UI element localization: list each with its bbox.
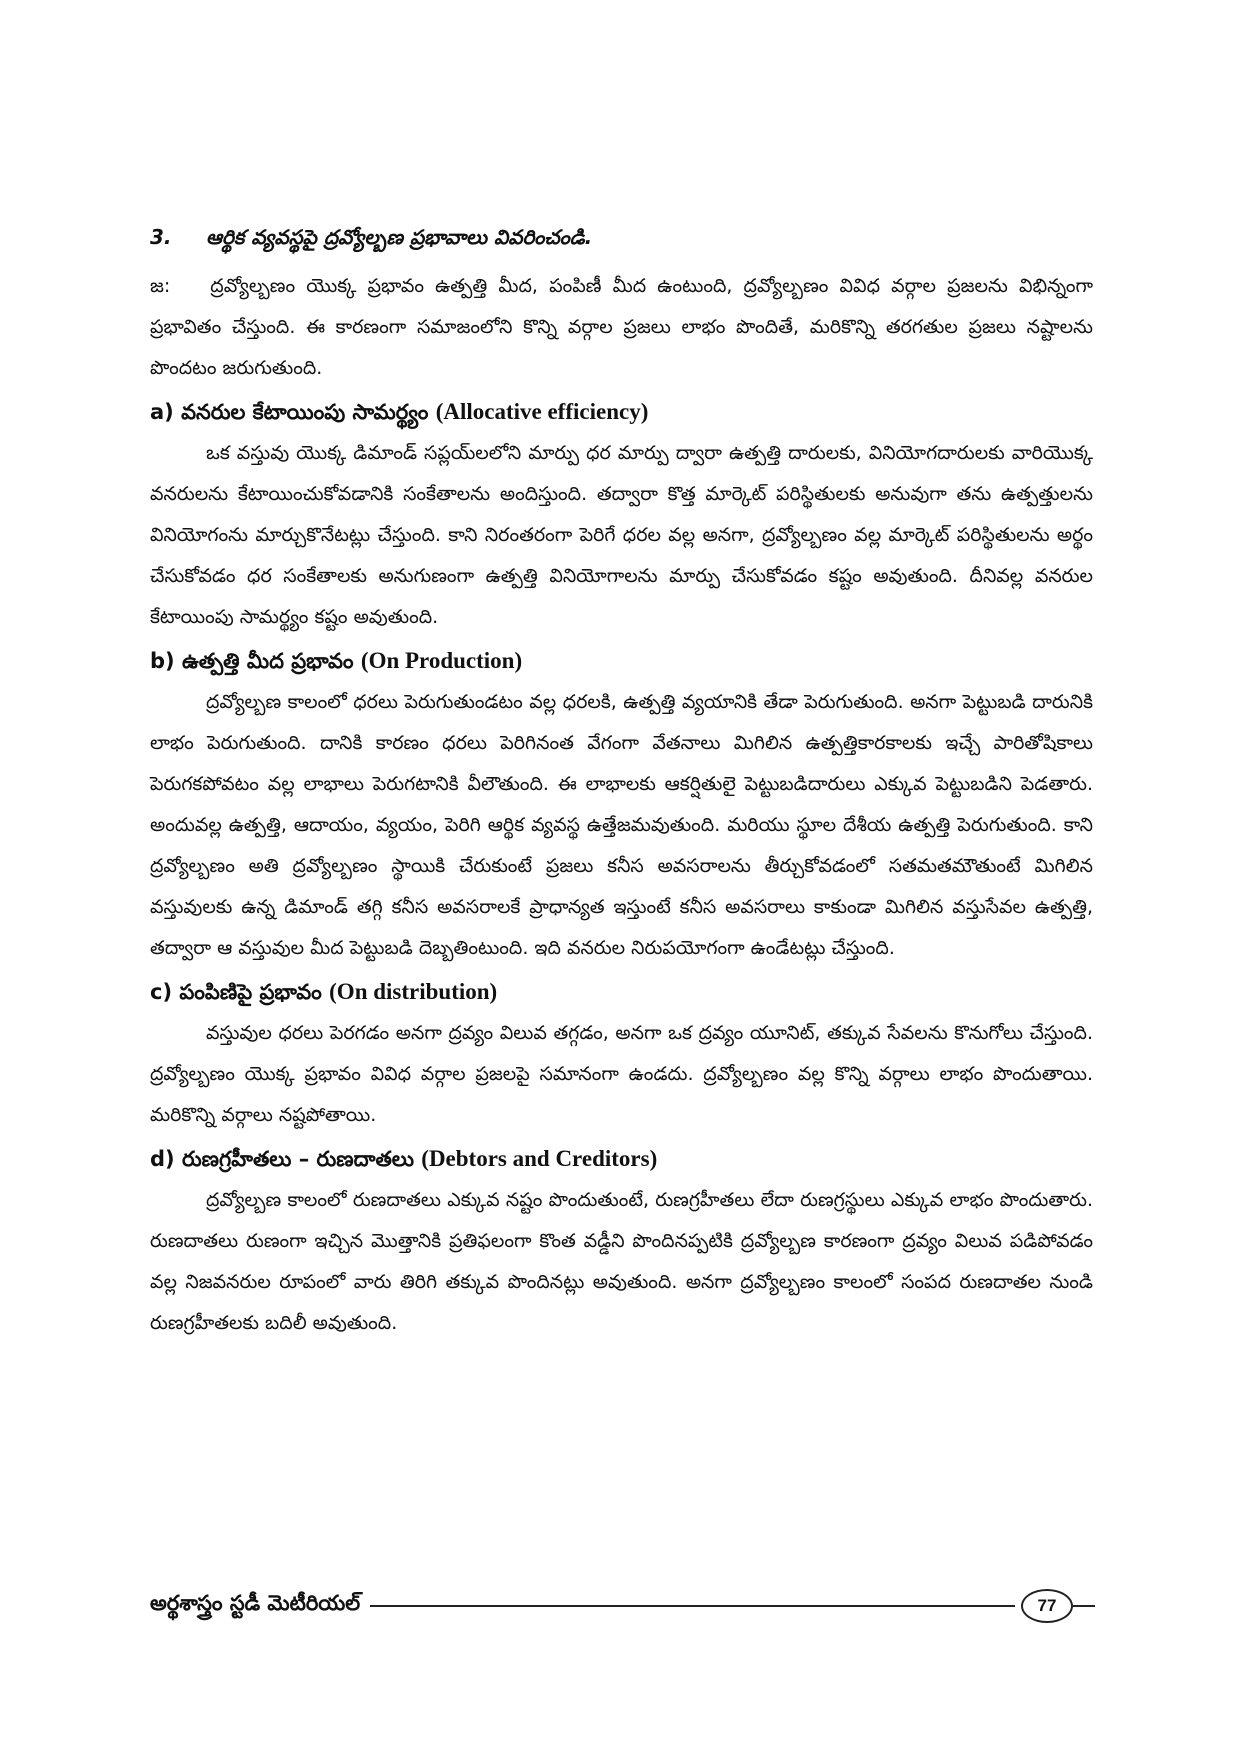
document-page: [150, 225, 1093, 1344]
section-heading-english: (Allocative efficiency): [435, 399, 649, 424]
footer-title: అర్థశాస్త్రం స్టడీ మెటీరియల్: [150, 1591, 361, 1615]
section-heading: [150, 391, 1093, 433]
section-heading-telugu: d) రుణగ్రహీతలు – రుణదాతలు: [150, 1147, 414, 1171]
section-heading-english: (On Production): [360, 648, 523, 673]
section-heading-english: (On distribution): [329, 979, 498, 1004]
section-body: ద్రవ్యోల్బణ కాలంలో ధరలు పెరుగుతుండటం వల్ల ధరలకి, ఉత్పత్తి వ్యయానికి తేడా పెరుగుతుంది. అనగా పెట్టుబడి దారునికి లాభం పెరుగుతుంది. దానికి కారణం ధరలు పెరిగినంత వేగంగా వేతనాలు మిగిలిన ఉత్పత్తికారకాలకు ఇచ్చే పారితోషికాలు పెరుగకపోవటం వల్ల లాభాలు పెరుగటానికి వీలౌతుంది. ఈ లాభాలకు ఆకర్షితులై పెట్టుబడిదారులు ఎక్కువ పెట్టుబడిని పెడతారు. అందువల్ల ఉత్పత్తి, ఆదాయం, వ్యయం, పెరిగి ఆర్థిక వ్యవస్థ ఉత్తేజమవుతుంది. మరియు స్థూల దేశీయ ఉత్పత్తి పెరుగుతుంది. కాని ద్రవ్యోల్బణం అతి ద్రవ్యోల్బణం స్థాయికి చేరుకుంటే ప్రజలు కనీస అవసరాలను తీర్చుకోవడంలో సతమతమౌతుంటే మిగిలిన వస్తువులకు ఉన్న డిమాండ్ తగ్గి కనీస అవసరాలకే ప్రాధాన్యత ఇస్తుంటే కనీస అవసరాలు కాకుండా మిగిలిన వస్తుసేవల ఉత్పత్తి, తద్వారా ఆ వస్తువుల మీద పెట్టుబడి దెబ్బతింటుంది. ఇది వనరుల నిరుపయోగంగా ఉండేటట్లు చేస్తుంది.: [150, 691, 1093, 959]
section-heading: [150, 640, 1093, 682]
question-number: 3.: [150, 225, 172, 249]
section-body: ద్రవ్యోల్బణ కాలంలో రుణదాతలు ఎక్కువ నష్టం పొందుతుంటే, రుణగ్రహీతలు లేదా రుణగ్రస్థులు ఎక్కువ లాభం పొందుతారు. రుణదాతలు రుణంగా ఇచ్చిన మొత్తానికి ప్రతిఫలంగా కొంత వడ్డీని పొందినప్పటికి ద్రవ్యోల్బణ కారణంగా ద్రవ్యం విలువ పడిపోవడం వల్ల నిజవనరుల రూపంలో వారు తిరిగి తక్కువ పొందినట్లు అవుతుంది. అనగా ద్రవ్యోల్బణం కాలంలో సంపద రుణదాతల నుండి రుణగ్రహీతలకు బదిలీ అవుతుంది.: [150, 1189, 1093, 1334]
question-text: ఆర్థిక వ్యవస్థపై ద్రవ్యోల్బణ ప్రభావాలు వివరించండి.: [206, 225, 593, 249]
section-heading: [150, 1138, 1093, 1180]
answer-label: జ:: [150, 275, 171, 297]
section-heading: [150, 971, 1093, 1013]
section-allocative-efficiency: [150, 391, 1093, 638]
answer-paragraph: [150, 266, 1093, 389]
footer-rule: [370, 1605, 1015, 1607]
section-body: ఒక వస్తువు యొక్క డిమాండ్ సప్లయ్‌లలోని మార్పు ధర మార్పు ద్వారా ఉత్పత్తి దారులకు, వినియోగదారులకు వారియొక్క వనరులను కేటాయించుకోవడానికి సంకేతాలను అందిస్తుంది. తద్వారా కొత్త మార్కెట్ పరిస్థితులకు అనువుగా తను ఉత్పత్తులను వినియోగంను మార్చుకొనేటట్లు చేస్తుంది. కాని నిరంతరంగా పెరిగే ధరల వల్ల అనగా, ద్రవ్యోల్బణం వల్ల మార్కెట్ పరిస్థితులను అర్థం చేసుకోవడం ధర సంకేతాలకు అనుగుణంగా ఉత్పత్తి వినియోగాలను మార్పు చేసుకోవడం కష్టం అవుతుంది. దీనివల్ల వనరుల కేటాయింపు సామర్థ్యం కష్టం అవుతుంది.: [150, 442, 1093, 628]
section-body: వస్తువుల ధరలు పెరగడం అనగా ద్రవ్యం విలువ తగ్గడం, అనగా ఒక ద్రవ్యం యూనిట్, తక్కువ సేవలను కొనుగోలు చేస్తుంది. ద్రవ్యోల్బణం యొక్క ప్రభావం వివిధ వర్గాల ప్రజలపై సమానంగా ఉండదు. ద్రవ్యోల్బణం వల్ల కొన్ని వర్గాలు లాభం పొందుతాయి. మరికొన్ని వర్గాలు నష్టపోతాయి.: [150, 1022, 1093, 1126]
section-on-distribution: [150, 971, 1093, 1136]
section-on-production: [150, 640, 1093, 969]
section-heading-english: (Debtors and Creditors): [421, 1146, 658, 1171]
section-heading-telugu: a) వనరుల కేటాయింపు సామర్థ్యం: [150, 400, 429, 424]
question: [150, 225, 1093, 254]
page-footer: [150, 1588, 1095, 1624]
section-heading-telugu: b) ఉత్పత్తి మీద ప్రభావం: [150, 649, 354, 673]
footer-rule-tail: [1073, 1605, 1095, 1607]
section-heading-telugu: c) పంపిణిపై ప్రభావం: [150, 980, 322, 1004]
page-number: 77: [1021, 1589, 1073, 1623]
section-debtors-creditors: [150, 1138, 1093, 1344]
answer-text: ద్రవ్యోల్బణం యొక్క ప్రభావం ఉత్పత్తి మీద, పంపిణీ మీద ఉంటుంది, ద్రవ్యోల్బణం వివిధ వర్గాల ప్రజలను విభిన్నంగా ప్రభావితం చేస్తుంది. ఈ కారణంగా సమాజంలోని కొన్ని వర్గాల ప్రజలు లాభం పొందితే, మరికొన్ని తరగతుల ప్రజలు నష్టాలను పొందటం జరుగుతుంది.: [150, 275, 1093, 379]
